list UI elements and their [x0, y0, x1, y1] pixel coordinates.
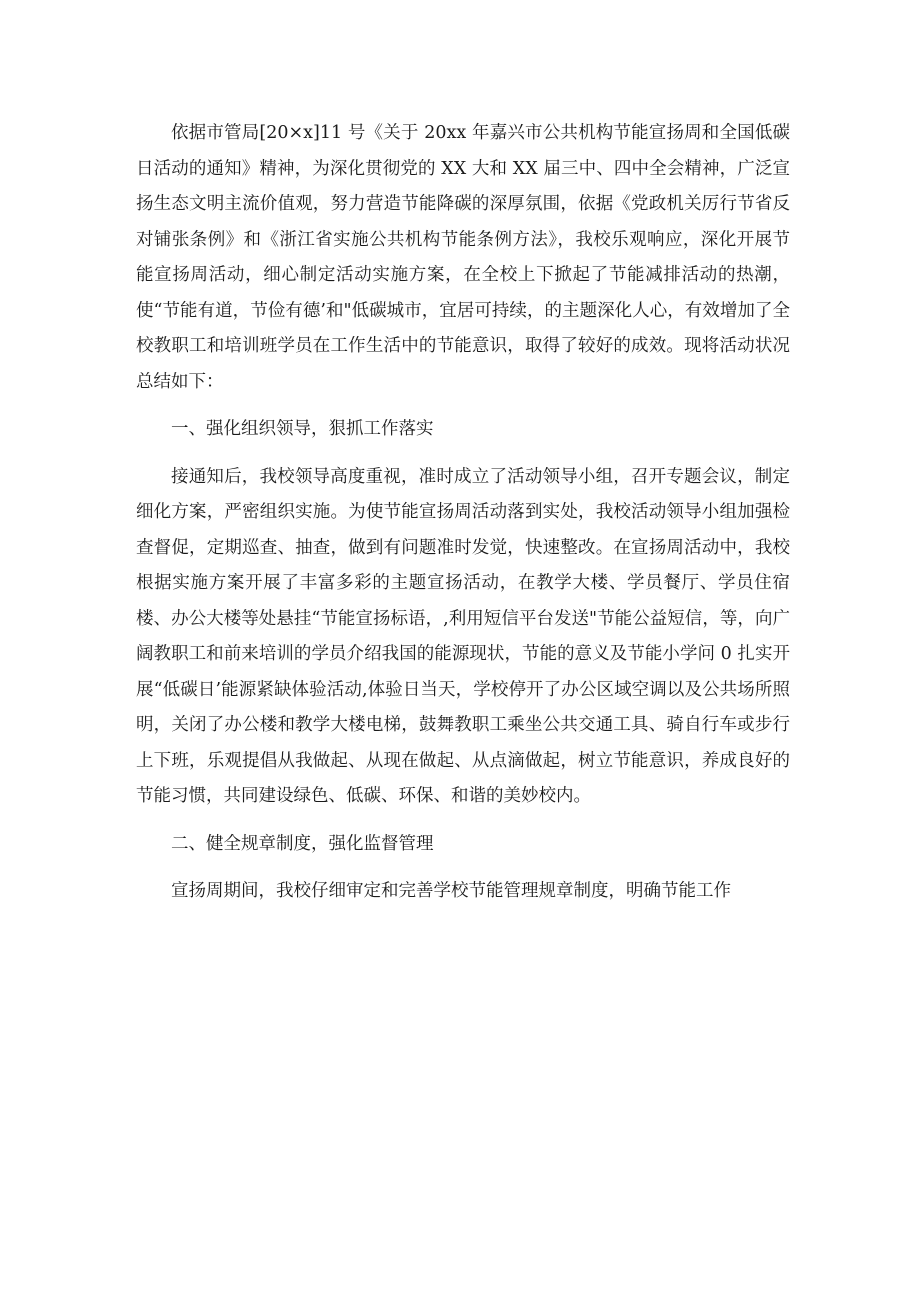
section-1-paragraph: 接通知后，我校领导高度重视，准时成立了活动领导小组，召开专题会议，制定细化方案，严密组织实施。为使节能宣扬周活动落到实处，我校活动领导小组加强检查督促，定期巡查、抽查，做到有问题准时发觉，快速整改。在宣扬周活动中，我校根据实施方案开展了丰富多彩的主题宣扬活动，在教学大楼、学员餐厅、学员住宿楼、办公大楼等处悬挂“节能宣扬标语，,利用短信平台发送"节能公益短信，等，向广阔教职工和前来培训的学员介绍我国的能源现状，节能的意义及节能小学问 0 扎实开展“低碳日’能源紧缺体验活动,体验日当天，学校停开了办公区域空调以及公共场所照明，关闭了办公楼和教学大楼电梯，鼓舞教职工乘坐公共交通工具、骑自行车或步行上下班，乐观提倡从我做起、从现在做起、从点滴做起，树立节能意识，养成良好的节能习惯，共同建设绿色、低碳、环保、和谐的美妙校内。 [136, 466, 790, 806]
section-heading-1: 一、强化组织领导，狠抓工作落实 [171, 419, 434, 439]
intro-paragraph: 依据市管局[20×x]11 号《关于 20xx 年嘉兴市公共机构节能宣扬周和全国低碳日活动的通知》精神，为深化贯彻党的 XX 大和 XX 届三中、四中全会精神，广泛宣扬生态文明主流价值观，努力营造节能降碳的深厚氛围，依据《党政机关厉行节省反对铺张条例》和《浙江省实施公共机构节能条例方法》，我校乐观响应，深化开展节能宣扬周活动，细心制定活动实施方案，在全校上下掀起了节能减排活动的热潮，使“节能有道，节俭有德’和"低碳城市，宜居可持续，的主题深化人心，有效增加了全校教职工和培训班学员在工作生活中的节能意识，取得了较好的成效。现将活动状况总结如下： [136, 123, 790, 392]
document-body [136, 116, 790, 910]
section-2-paragraph: 宣扬周期间，我校仔细审定和完善学校节能管理规章制度，明确节能工作 [171, 881, 731, 901]
section-heading-2: 二、健全规章制度，强化监督管理 [171, 833, 434, 854]
